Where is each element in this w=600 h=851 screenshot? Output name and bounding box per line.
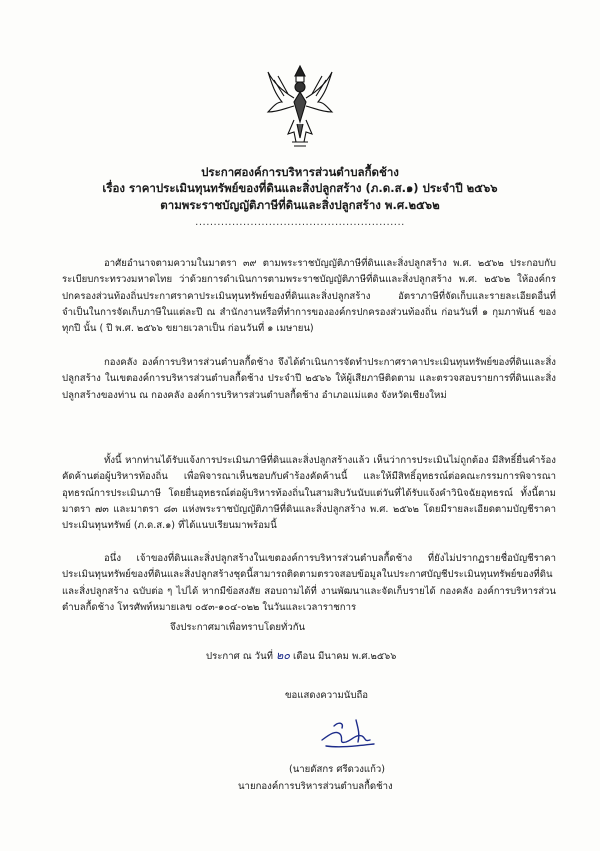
closing-announcement: จึงประกาศมาเพื่อทราบโดยทั่วกัน [170, 622, 306, 633]
given-year: ๒๕๖๖ [370, 651, 397, 662]
paragraph-authority: อาศัยอำนาจตามความในมาตรา ๓๙ ตามพระราชบัญญัติภาษีที่ดินและสิ่งปลูกสร้าง พ.ศ. ๒๕๖๒ ประกอบกับระเบียบกระทรวงมหาดไทย ว่าด้วยการดำเนินการตามพระราชบัญญัติภาษีที่ดินและสิ่งปลูกสร้าง พ.ศ. ๒๕๖๒ ให้องค์กรปกครองส่วนท้องถิ่นประกาศราคาประเมินทุนทรัพย์ของที่ดินและสิ่งปลูกสร้าง อัตราภาษีที่จัดเก็บและรายละเอียดอื่นที่จำเป็นในการจัดเก็บภาษีในแต่ละปี ณ สำนักงานหรือที่ทำการขององค์กรปกครองส่วนท้องถิ่น ก่อนวันที่ ๑ กุมภาพันธ์ ของทุกปี นั้น ( ปี พ.ศ. ๒๕๖๖ ขยายเวลาเป็น ก่อนวันที่ ๑ เมษายน) [62, 258, 556, 335]
paragraph-note: อนึ่ง เจ้าของที่ดินและสิ่งปลูกสร้างในเขตองค์การบริหารส่วนตำบลกื้ดช้าง ที่ยังไม่ปรากฏรายชื่อบัญชีราคาประเมินทุนทรัพย์ของที่ดินและสิ่งปลูกสร้างชุดนี้สามารถติดตามตรวจสอบข้อมูลในประกาศบัญชีประเมินทุนทรัพย์ของที่ดินและสิ่งปลูกสร้าง ฉบับต่อ ๆ ไปได้ หากมีข้อสงสัย สอบถามได้ที่ งานพัฒนาและจัดเก็บรายได้ กองคลัง องค์การบริหารส่วนตำบลกื้ดช้าง โทรศัพท์หมายเลข ๐๕๓-๑๐๔-๐๒๒ ในวันและเวลาราชการ [62, 553, 556, 613]
signer-name: (นายดัสกร ศรีดวงแก้ว) [288, 764, 386, 775]
signature-icon [316, 712, 380, 754]
given-day-handwritten: ๒๐ [276, 649, 290, 662]
given-year-prefix: พ.ศ. [352, 651, 371, 662]
signer-position: นายกองค์การบริหารส่วนตำบลกื้ดช้าง [238, 781, 393, 792]
header-line-legal-basis: ตามพระราชบัญญัติภาษีที่ดินและสิ่งปลูกสร้าง พ.ศ.๒๕๖๒ [160, 198, 440, 212]
paragraph-appeal: ทั้งนี้ หากท่านได้รับแจ้งการประเมินภาษีที่ดินและสิ่งปลูกสร้างแล้ว เห็นว่าการประเมินไม่ถูกต้อง มีสิทธิ์ยื่นคำร้องคัดค้านต่อผู้บริหารท้องถิ่น เพื่อพิจารณาเห็นชอบกับคำร้องคัดค้านนี้ และให้มีสิทธิ์อุทธรณ์ต่อคณะกรรมการพิจารณาอุทธรณ์การประเมินภาษี โดยยื่นอุทธรณ์ต่อผู้บริหารท้องถิ่นในสามสิบวันนับแต่วันที่ได้รับแจ้งคำวินิจฉัยอุทธรณ์ ทั้งนี้ตามมาตรา ๗๓ และมาตรา ๘๓ แห่งพระราชบัญญัติภาษีที่ดินและสิ่งปลูกสร้าง พ.ศ. ๒๕๖๒ โดยมีรายละเอียดตามบัญชีราคาประเมินทุนทรัพย์ (ภ.ด.ส.๑) ที่ได้แนบเรียนมาพร้อมนี้ [62, 455, 556, 532]
garuda-emblem-icon [264, 62, 336, 150]
given-date-line [206, 648, 396, 665]
paragraph-finance-division: กองคลัง องค์การบริหารส่วนตำบลกื้ดช้าง จึงได้ดำเนินการจัดทำประกาศราคาประเมินทุนทรัพย์ของที่ดินและสิ่งปลูกสร้าง ในเขตองค์การบริหารส่วนตำบลกื้ดช้าง ประจำปี ๒๕๖๖ ให้ผู้เสียภาษีติดตาม และตรวจสอบรายการที่ดินและสิ่งปลูกสร้างของท่าน ณ กองคลัง องค์การบริหารส่วนตำบลกื้ดช้าง อำเภอแม่แตง จังหวัดเชียงใหม่ [62, 357, 556, 401]
given-month-prefix: เดือน [293, 651, 315, 662]
given-month: มีนาคม [317, 651, 349, 662]
header-line-organization: ประกาศองค์การบริหารส่วนตำบลกื้ดช้าง [201, 165, 399, 179]
header-line-subject: เรื่อง ราคาประเมินทุนทรัพย์ของที่ดินและสิ่งปลูกสร้าง (ภ.ด.ส.๑) ประจำปี ๒๕๖๖ [102, 181, 498, 195]
given-date-prefix: ประกาศ ณ วันที่ [206, 651, 273, 662]
header-separator: ......................................................... [195, 217, 405, 228]
closing-regards: ขอแสดงความนับถือ [285, 690, 369, 701]
